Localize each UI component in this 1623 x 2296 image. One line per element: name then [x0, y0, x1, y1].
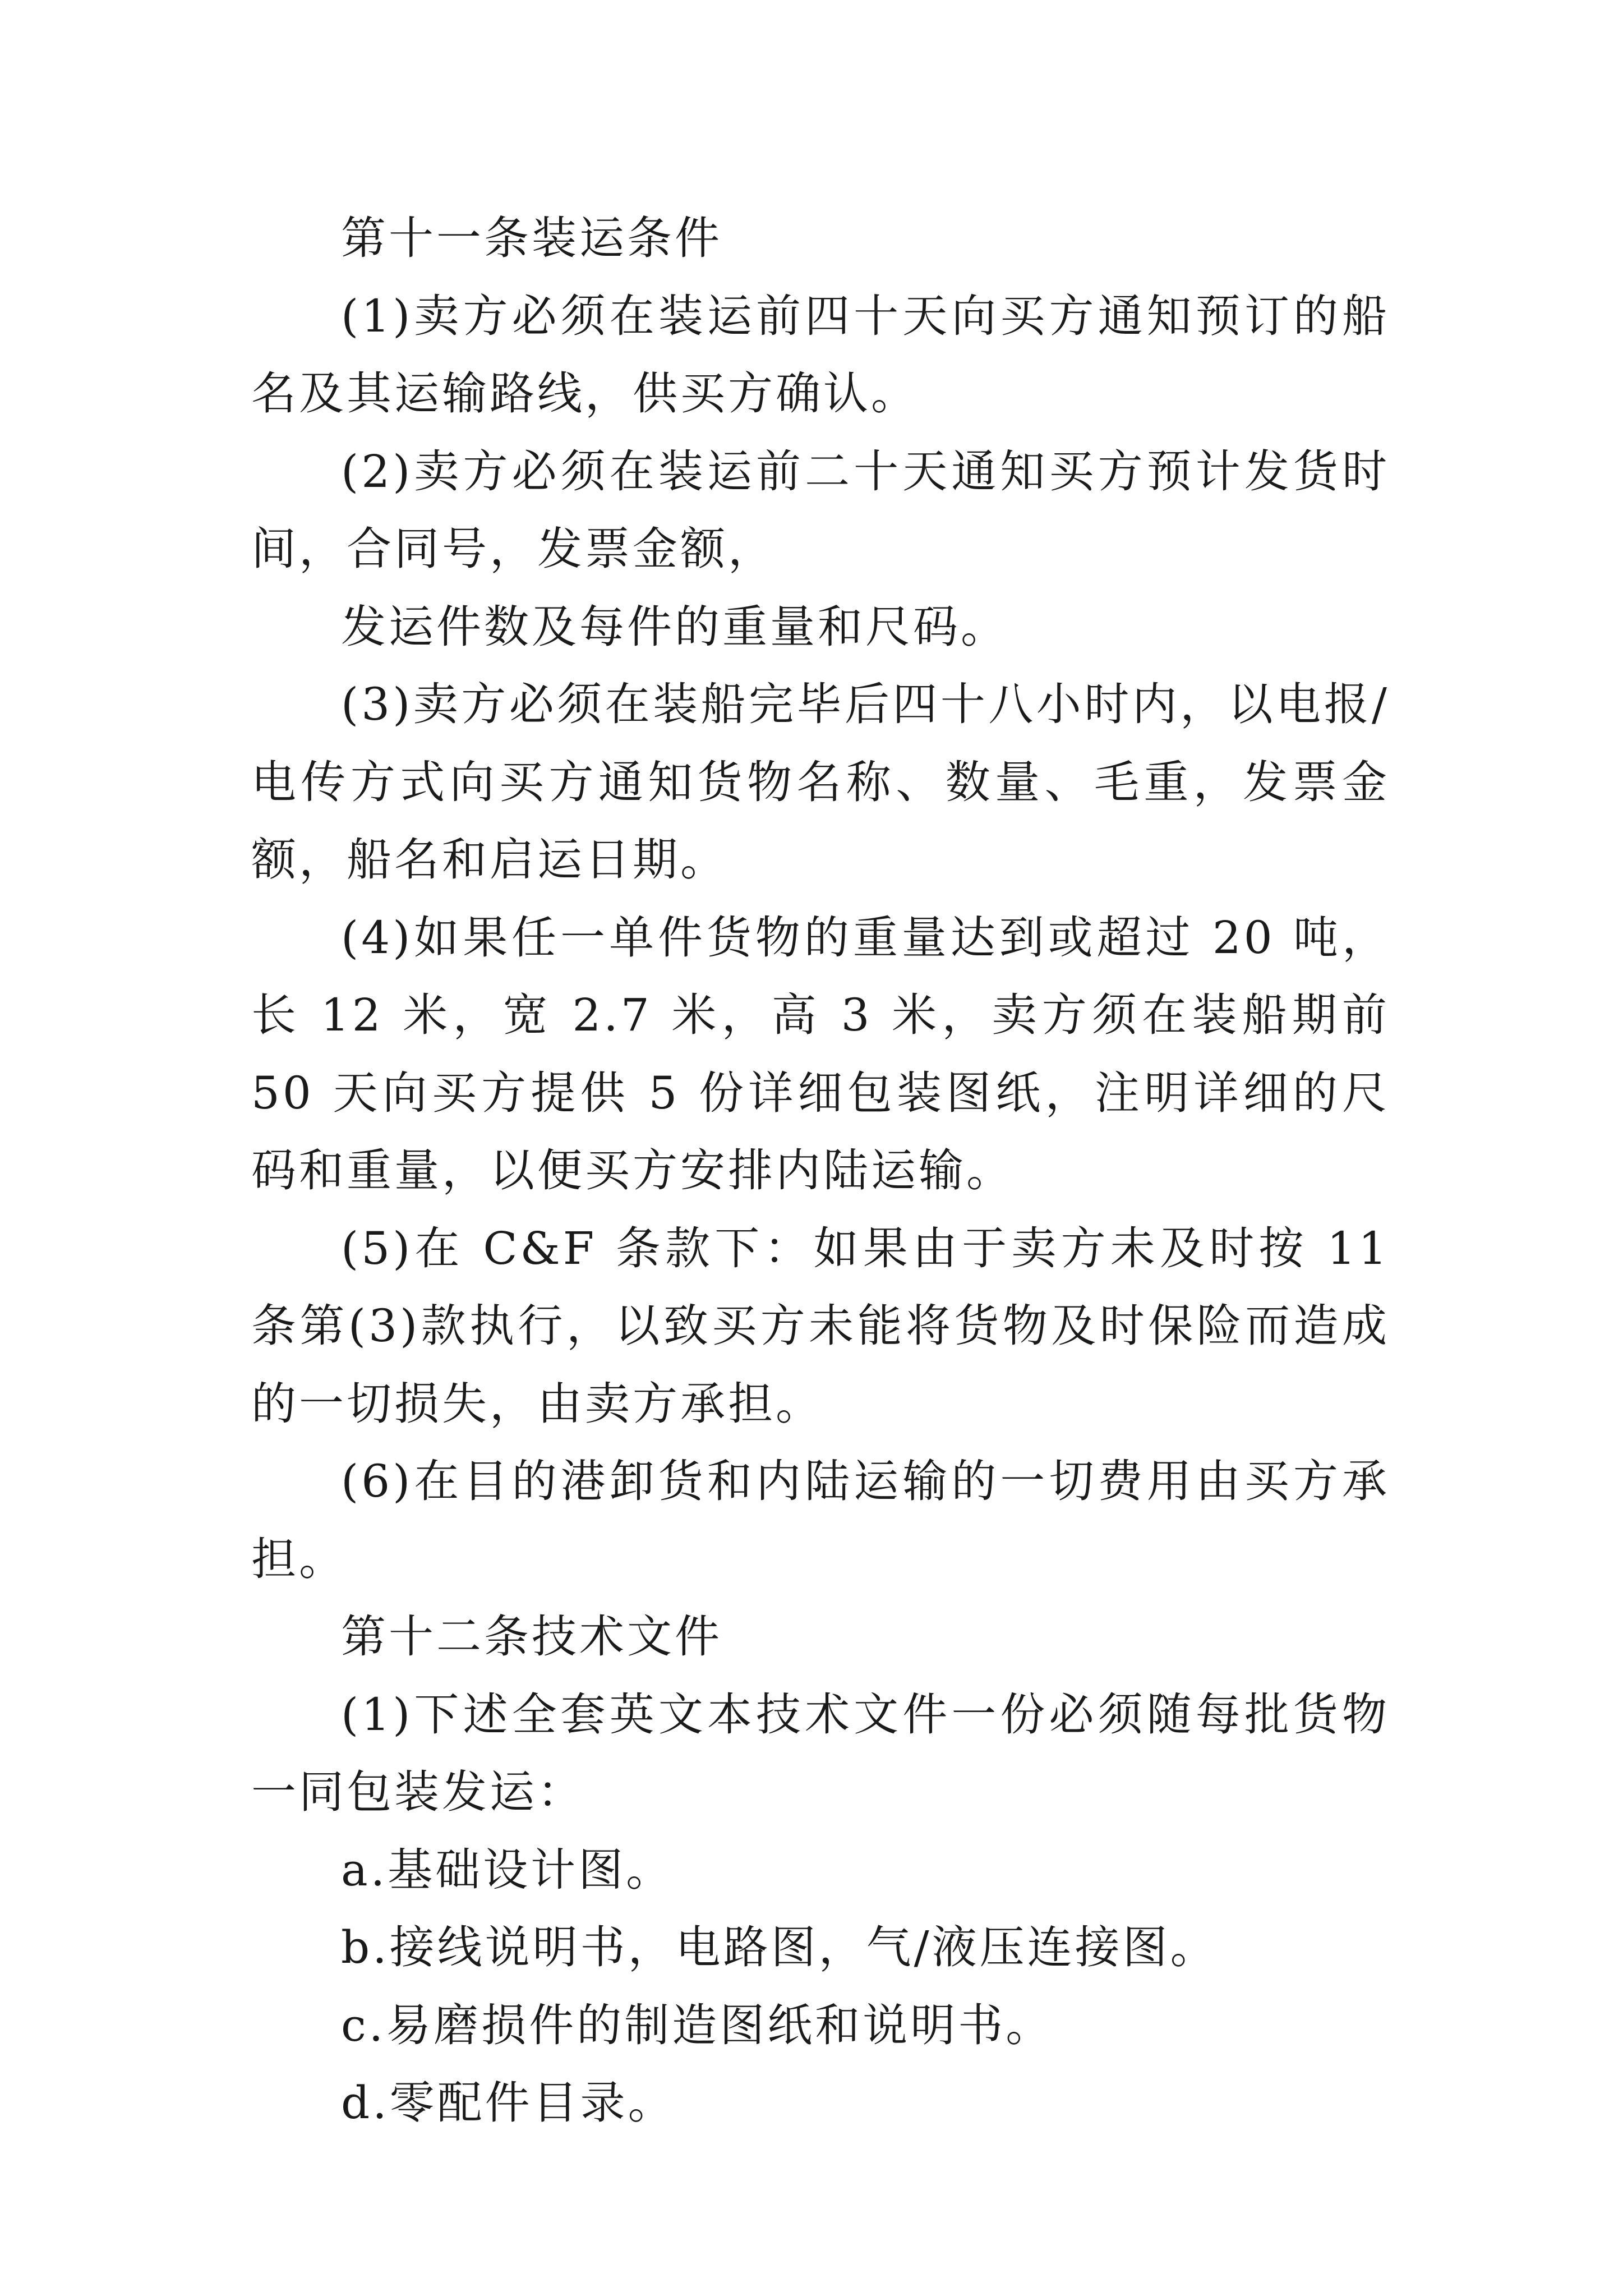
section-heading-12: 第十二条技术文件	[341, 1611, 722, 1663]
list-item-a: a.基础设计图。	[341, 1843, 674, 1896]
paragraph-11-4: (4)如果任一单件货物的重量达到或超过 20 吨，长 12 米，宽 2.7 米，高 3 米，卖方须在装船期前 50 天向买方提供 5 份详细包装图纸，注明详细的尺码和重量，以便买方安排内陆运输。	[251, 911, 1390, 1197]
paragraph-11-1: (1)卖方必须在装运前四十天向买方通知预订的船名及其运输路线，供买方确认。	[251, 289, 1390, 420]
paragraph-11-5: (5)在 C&F 条款下：如果由于卖方未及时按 11 条第(3)款执行，以致买方未能将货物及时保险而造成的一切损失，由卖方承担。	[251, 1222, 1390, 1430]
list-item-c: c.易磨损件的制造图纸和说明书。	[341, 1999, 1054, 2051]
list-item-d: d.零配件目录。	[341, 2077, 676, 2129]
paragraph-11-2: (2)卖方必须在装运前二十天通知买方预计发货时间，合同号，发票金额，	[251, 445, 1390, 575]
paragraph-11-2-cont: 发运件数及每件的重量和尺码。	[341, 600, 1008, 653]
section-heading-11: 第十一条装运条件	[341, 212, 722, 264]
list-item-b: b.接线说明书，电路图，气/液压连接图。	[341, 1921, 1218, 1973]
paragraph-12-1: (1)下述全套英文本技术文件一份必须随每批货物一同包装发运：	[251, 1688, 1390, 1818]
paragraph-11-6: (6)在目的港卸货和内陆运输的一切费用由买方承担。	[251, 1455, 1390, 1585]
document-body	[251, 200, 1390, 2142]
paragraph-11-3: (3)卖方必须在装船完毕后四十八小时内，以电报/电传方式向买方通知货物名称、数量、毛重，发票金额，船名和启运日期。	[251, 678, 1390, 886]
